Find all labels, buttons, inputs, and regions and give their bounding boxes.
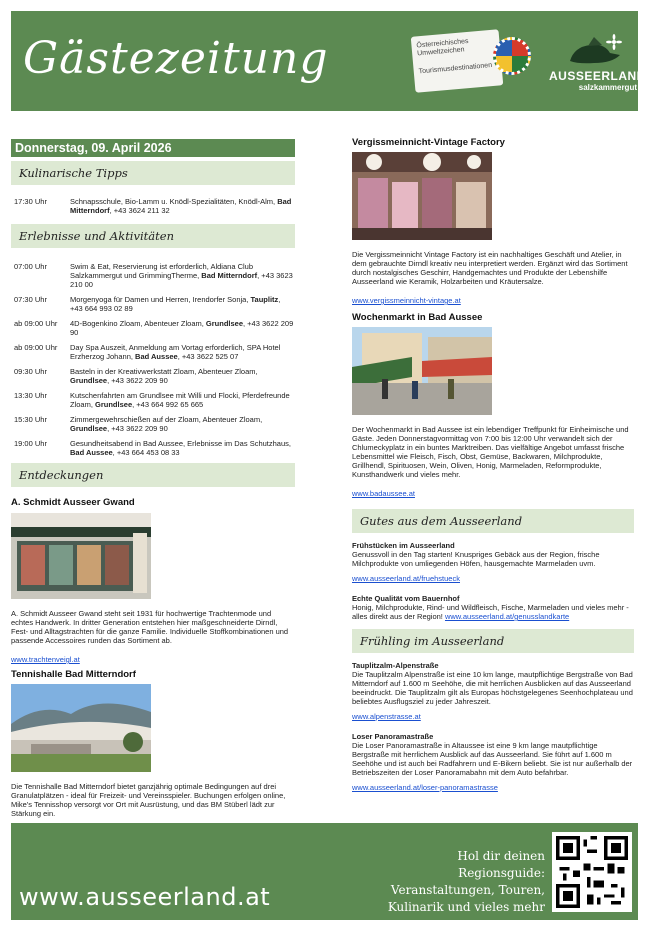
brand-logo [549, 33, 646, 92]
event-desc: Schnapsschule, Bio-Lamm u. Knödl-Spezialitäten, Knödl-Alm, Bad Mitterndorf, +43 3624 211 32 [70, 197, 292, 215]
guide-line: Hol dir deinen Regionsguide: [457, 849, 545, 880]
fruehstueck-link[interactable]: www.ausseerland.at/fruehstueck [352, 574, 460, 583]
section-gutes: Gutes aus dem Ausseerland [352, 509, 634, 533]
event-row [14, 197, 295, 215]
bauernhof-title: Echte Qualität vom Bauernhof [352, 594, 460, 603]
markt-title: Wochenmarkt in Bad Aussee [352, 312, 483, 323]
eco-label-badge [411, 29, 504, 92]
page-title: Gästezeitung [23, 33, 329, 84]
event-desc: Kutschenfahrten am Grundlsee mit Willi und Flocki, Pferdefreunde Zloam, Grundlsee, +43 664 992 65 665 [70, 391, 290, 409]
event-desc: 4D-Bogenkino Zloam, Abenteuer Zloam, Grundlsee, +43 3622 209 90 [70, 319, 294, 337]
date-heading: Donnerstag, 09. April 2026 [11, 139, 295, 157]
header-banner [11, 11, 646, 111]
event-row [14, 295, 295, 313]
event-desc: Basteln in der Kreativwerkstatt Zloam, Abenteuer Zloam, Grundlsee, +43 3622 209 90 [70, 367, 258, 385]
tauplitz-text: Die Tauplitzalm Alpenstraße ist eine 10 km lange, mautpflichtige Bergstraße von Bad Mitterndorf auf 1.600 m Seehöhe, die mit herrlichen Ausblicken auf das Ausseerland beeindruckt. Die Tauplitzalm gilt als Europas höchstgelegenes Seenhochplateau und beliebtes Ausflugsziel zu jeder Jahreszeit. [352, 670, 633, 706]
tennis-title: Tennishalle Bad Mitterndorf [11, 669, 136, 680]
event-row [14, 343, 295, 361]
brand-sub: salzkammergut [578, 83, 637, 92]
vintage-link[interactable]: www.vergissmeinnicht-vintage.at [352, 296, 461, 305]
event-desc: Gesundheitsabend in Bad Aussee, Erlebnisse im Das Schutzhaus, Bad Aussee, +43 664 453 08 33 [70, 439, 291, 457]
event-time: ab 09:00 Uhr [14, 343, 58, 352]
event-row [14, 367, 295, 385]
section-entdeckungen: Entdeckungen [11, 463, 295, 487]
brand-name: AUSSEERLAND [549, 69, 646, 83]
fruehstueck-text: Genussvoll in den Tag starten! Knuspriges Gebäck aus der Region, frische Milchprodukte von umliegenden Höfen, hausgemachte Marmeladen uvm. [352, 550, 600, 568]
event-time: ab 09:00 Uhr [14, 319, 58, 328]
event-desc: Swim & Eat, Reservierung ist erforderlich, Aldiana Club Salzkammergut und GrimmingTherme, Bad Mitterndorf, +43 3623 210 00 [70, 262, 293, 289]
event-row [14, 415, 295, 433]
event-time: 15:30 Uhr [14, 415, 47, 424]
event-desc: Zimmergewehrschießen auf der Zloam, Abenteuer Zloam, Grundlsee, +43 3622 209 90 [70, 415, 263, 433]
event-time: 19:00 Uhr [14, 439, 47, 448]
section-kulinarik: Kulinarische Tipps [11, 161, 295, 185]
eco-seal-icon [493, 37, 531, 75]
schmidt-title: A. Schmidt Ausseer Gwand [11, 497, 135, 508]
event-time: 07:30 Uhr [14, 295, 47, 304]
schmidt-photo [11, 513, 151, 599]
guide-text [367, 848, 545, 916]
event-time: 13:30 Uhr [14, 391, 47, 400]
footer-banner [11, 823, 638, 920]
hat-icon [564, 33, 626, 67]
vintage-title: Vergissmeinnicht-Vintage Factory [352, 137, 505, 148]
tauplitz-link[interactable]: www.alpenstrasse.at [352, 712, 421, 721]
tauplitz-title: Tauplitzalm-Alpenstraße [352, 661, 439, 670]
fruehstueck-title: Frühstücken im Ausseerland [352, 541, 455, 550]
qr-code-icon[interactable] [552, 832, 632, 912]
genusslandkarte-link[interactable]: www.ausseerland.at/genusslandkarte [444, 612, 570, 621]
left-column [11, 139, 295, 840]
tennis-text: Die Tennishalle Bad Mitterndorf bietet ganzjährig optimale Bedingungen auf drei Granulatplätzen - ideal für Freizeit- und Vereinsspieler. Buchungen erfolgen online, Mike's Tennisshop versorgt vor Ort mit Ausrüstung, und das BM Stüberl lädt zur Stärkung ein. [11, 782, 286, 818]
event-row [14, 391, 295, 409]
event-row [14, 439, 295, 457]
bauernhof-text: Honig, Milchprodukte, Rind- und Wildfleisch, Fische, Marmeladen und vieles mehr - alles direkt aus der Region! www.ausseerland.at/genusslandkarte [352, 603, 629, 621]
tennis-photo [11, 684, 151, 772]
vintage-text: Die Vergissmeinnicht Vintage Factory ist ein nachhaltiges Geschäft und Atelier, in dem gebrauchte Dirndl kreativ neu interpretiert werden. Ergänzt wird das Sortiment durch nostalgisches Geschirr, Handgemachtes und Produkte der Lebenshilfe Ausseerland wie Keramik, Holzarbeiten und Kräutersalze. [352, 250, 628, 286]
loser-text: Die Loser Panoramastraße in Altaussee ist eine 9 km lange mautpflichtige Bergstraße mit herrlichem Ausblick auf das Ausseerland. Sie führt auf 1.600 m Seehöhe und ist auch bei Radfahrern und E-Bikern beliebt. Sie ist nur außerhalb der Betriebszeiten der Loser Panoramabahn mit dem Auto befahrbar. [352, 741, 633, 777]
footer-url[interactable]: www.ausseerland.at [19, 883, 271, 911]
guide-line: Kulinarik und vieles mehr [387, 900, 545, 914]
event-row [14, 262, 295, 289]
section-erlebnisse: Erlebnisse und Aktivitäten [11, 224, 295, 248]
event-row [14, 319, 295, 337]
badge-line: Österreichisches [416, 37, 469, 50]
right-column [352, 137, 634, 795]
markt-photo [352, 327, 492, 415]
vintage-photo [352, 152, 492, 240]
event-desc: Day Spa Auszeit, Anmeldung am Vortag erforderlich, SPA Hotel Erzherzog Johann, Bad Aussee, +43 3622 525 07 [70, 343, 281, 361]
event-time: 09:30 Uhr [14, 367, 47, 376]
markt-link[interactable]: www.badaussee.at [352, 489, 415, 498]
section-fruehling: Frühling im Ausseerland [352, 629, 634, 653]
badge-line: Umweltzeichen [416, 46, 465, 58]
badge-line: Tourismusdestinationen [418, 61, 493, 76]
schmidt-text: A. Schmidt Ausseer Gwand steht seit 1931 für hochwertige Trachtenmode und echtes Handwerk. In dritter Generation entstehen hier maßgeschneiderte Dirndl, Fest- und Alltagstrachten für die ganze Familie. Individuelle Stoffkombinationen und passende Accessoires runden das Sortiment ab. [11, 609, 289, 645]
event-time: 17:30 Uhr [14, 197, 47, 206]
event-list [11, 262, 295, 457]
loser-title: Loser Panoramastraße [352, 732, 434, 741]
schmidt-link[interactable]: www.trachtenveigl.at [11, 655, 80, 664]
loser-link[interactable]: www.ausseerland.at/loser-panoramastrasse [352, 783, 498, 792]
event-desc: Morgenyoga für Damen und Herren, Irendorfer Sonja, Tauplitz, +43 664 993 02 89 [70, 295, 281, 313]
guide-line: Veranstaltungen, Touren, [390, 883, 545, 897]
markt-text: Der Wochenmarkt in Bad Aussee ist ein lebendiger Treffpunkt für Einheimische und Gäste. Jeden Donnerstagvormittag von 7:00 bis 12:00 Uhr verwandelt sich der Chlumeckyplatz in ein buntes Marktreiben. Das vielfältige Angebot umfasst frische Lebensmittel wie Fleisch, Fisch, Obst, Gemüse, Backwaren, Milchprodukte, Grillhendl, Spirituosen, Wein, Oliven, Honig, Marmeladen, Reformprodukte, Kunsthandwerk und vieles mehr. [352, 425, 629, 479]
event-time: 07:00 Uhr [14, 262, 47, 271]
